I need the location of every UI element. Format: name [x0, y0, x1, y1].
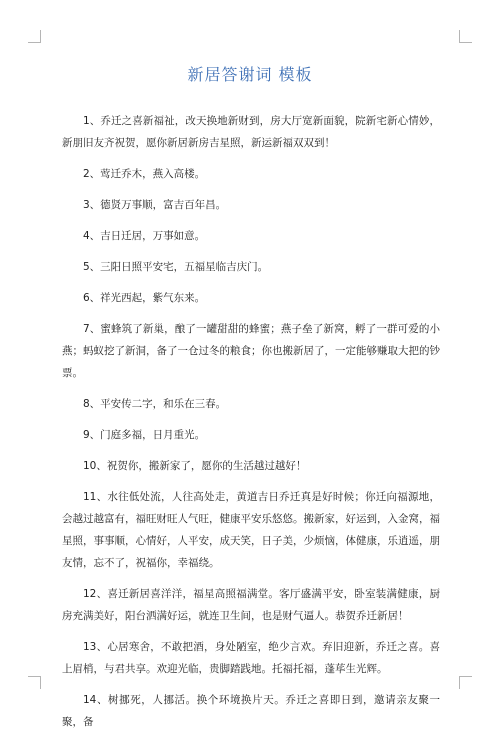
document-title: 新居答谢词 模板: [187, 65, 313, 84]
paragraph-1: 1、乔迁之喜新福祉，改天换地新财到，房大厅宽新面貌，院新宅新心情妙，新朋旧友齐祝贺，愿你新居新房吉星照，新运新福双双到！: [62, 115, 440, 149]
paragraph-14: 14、树挪死，人挪活。换个环境换片天。乔迁之喜即日到，邀请亲友聚一聚，备: [62, 694, 440, 728]
crop-mark-bottom-left: [28, 676, 41, 689]
paragraph-10: 10、祝贺你，搬新家了，愿你的生活越过越好！: [83, 460, 307, 472]
paragraph-8: 8、平安传二字，和乐在三春。: [83, 398, 227, 410]
paragraph-5: 5、三阳日照平安宅，五福星临吉庆门。: [83, 261, 269, 273]
paragraph-3: 3、德贤万事顺，富吉百年昌。: [83, 199, 227, 211]
paragraph-11: 11、水往低处流，人往高处走，黄道吉日乔迁真是好时候；你迁向福源地，会越过越富有，福旺财旺人气旺，健康平安乐悠悠。搬新家，好运到，入金窝，福星照，事事顺，心情好，人平安，成天笑，日子美，少烦恼，体健康，乐逍遥，朋友情，忘不了，祝福你，幸福绕。: [62, 491, 440, 569]
paragraph-12: 12、喜迁新居喜洋洋，福星高照福满堂。客厅盛满平安，卧室装满健康，厨房充满美好，阳台洒满好运，就连卫生间，也是财气逼人。恭贺乔迁新居！: [62, 588, 440, 622]
crop-mark-bottom-right: [459, 676, 472, 689]
document-body: [62, 110, 440, 742]
paragraph-6: 6、祥光西起，紫气东来。: [83, 292, 206, 304]
paragraph-13: 13、心居寒舍，不敢把酒，身处陋室，绝少言欢。弃旧迎新，乔迁之喜。喜上眉梢，与君共享。欢迎光临，贵脚踏践地。托福托福，蓬荜生光辉。: [62, 641, 440, 675]
paragraph-9: 9、门庭多福，日月重光。: [83, 429, 206, 441]
paragraph-2: 2、莺迁乔木，燕入高楼。: [83, 168, 206, 180]
crop-mark-top-left: [28, 30, 41, 43]
paragraph-4: 4、吉日迁居，万事如意。: [83, 230, 206, 242]
crop-mark-top-right: [459, 30, 472, 43]
paragraph-7: 7、蜜蜂筑了新巢，酿了一罐甜甜的蜂蜜；燕子垒了新窝，孵了一群可爱的小燕；蚂蚁挖了新洞，备了一仓过冬的粮食；你也搬新居了，一定能够赚取大把的钞票。: [62, 323, 440, 379]
